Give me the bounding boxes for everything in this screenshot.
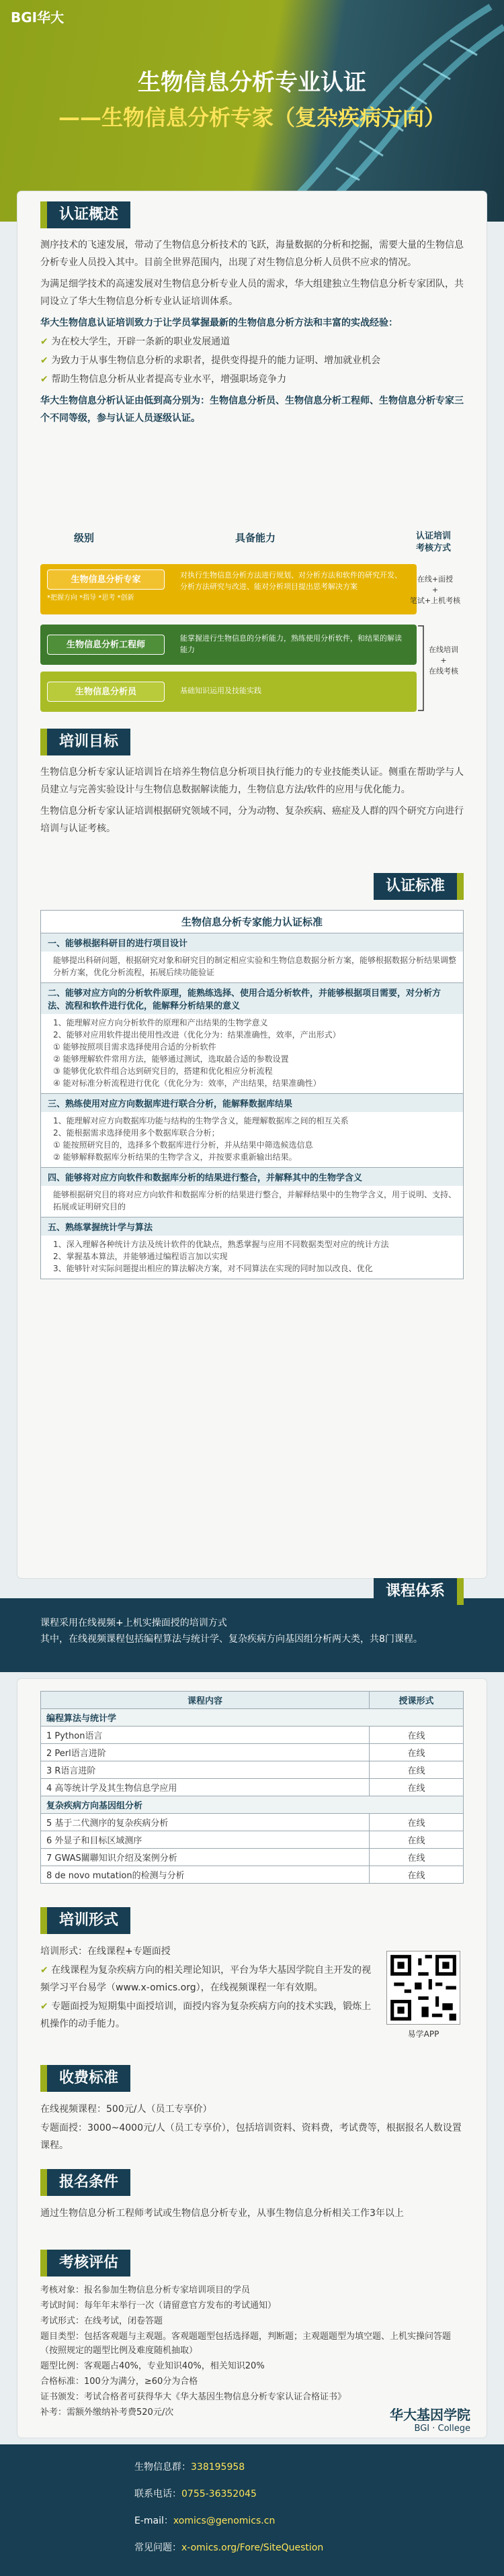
course-category-2: 复杂疾病方向基因组分析 bbox=[41, 1796, 464, 1814]
course-mode: 在线 bbox=[370, 1779, 464, 1796]
level-desc-expert: 对执行生物信息分析方法进行规划、对分析方法和软件的研究开发、分析方法研究与改进、能对分析项目提出思考解决方案 bbox=[180, 571, 402, 591]
section-heading-format: 培训形式 bbox=[40, 1907, 130, 1934]
col-header-ability: 具备能力 bbox=[235, 532, 276, 544]
overview-para-1: 测序技术的飞速发展，带动了生物信息分析技术的飞跃，海量数据的分析和挖掘，需要大量的生物信息分析专业人员投入其中。目前全世界范围内，出现了对生物信息分析人员供不应求的情况。 bbox=[40, 240, 464, 268]
course-system-intro bbox=[40, 1615, 464, 1647]
check-icon: ✔ bbox=[40, 355, 48, 366]
check-icon: ✔ bbox=[40, 2001, 48, 2012]
col-header-level: 级别 bbox=[74, 532, 95, 544]
course-mode: 在线 bbox=[370, 1831, 464, 1849]
level-name-analyst: 生物信息分析员 bbox=[47, 682, 165, 702]
th-mode: 授课形式 bbox=[370, 1692, 464, 1709]
section-heading-overview: 认证概述 bbox=[40, 201, 130, 228]
check-icon: ✔ bbox=[40, 336, 48, 347]
table-row bbox=[41, 1831, 464, 1849]
overview-para-3: 华大生物信息认证培训致力于让学员掌握最新的生物信息分析方法和丰富的实战经验： bbox=[40, 318, 398, 328]
course-name: 6 外显子和目标区域测序 bbox=[41, 1831, 370, 1849]
table-row bbox=[41, 1779, 464, 1796]
section-heading-goal: 培训目标 bbox=[40, 729, 130, 755]
exam-line: 考核对象：报名参加生物信息分析专家培训项目的学员 bbox=[40, 2285, 251, 2295]
footer-qq: 生物信息群：338195958 bbox=[134, 2462, 245, 2473]
level-row-analyst bbox=[40, 672, 417, 712]
level-desc-analyst: 基础知识运用及技能实践 bbox=[180, 686, 261, 695]
format-text bbox=[40, 1943, 376, 2034]
fee-line-2: 专题面授：3000~4000元/人（员工专享价），包括培训资料、资料费，考试费等，根据报名人数设置课程。 bbox=[40, 2123, 462, 2151]
standard-group-body: 能够根据研究目的将对应方向软件和数据库分析的结果进行整合，并解释结果中的生物学含义，用于说明、支持、拓展或证明研究目的 bbox=[53, 1190, 457, 1211]
bracket-connector bbox=[417, 625, 426, 712]
college-name: 华大基因学院 bbox=[390, 2407, 470, 2423]
standard-group-3 bbox=[41, 1094, 463, 1168]
course-name: 2 Perl语言进阶 bbox=[41, 1744, 370, 1761]
standard-group-body: 能够提出科研问题，根据研究对象和研究目的制定相应实验和生物信息数据分析方案，能够根据数据分析结果调整分析方案，优化分析流程，拓展后续功能验证 bbox=[53, 956, 457, 977]
goal-text bbox=[40, 764, 464, 839]
overview-bullet-3: ✔ 帮助生物信息分析从业者提高专业水平，增强职场竞争力 bbox=[40, 374, 287, 385]
col-header-exam: 认证培训 考核方式 bbox=[415, 531, 451, 553]
footer-email: E-mail：xomics@genomics.cn bbox=[134, 2516, 276, 2526]
exam-line: 考试时间：每年年末举行一次（请留意官方发布的考试通知） bbox=[40, 2301, 277, 2311]
standard-group-head: 三、熟练使用对应方向数据库进行联合分析，能解释数据库结果 bbox=[41, 1094, 463, 1112]
overview-bullet-1: ✔ 为在校大学生，开辟一条新的职业发展通道 bbox=[40, 336, 230, 347]
format-line-3: ✔ 专题面授为短期集中面授培训，面授内容为复杂疾病方向的技术实践，锻炼上机操作的动手能力。 bbox=[40, 2001, 372, 2029]
goal-para-2: 生物信息分析专家认证培训根据研究领域不同，分为动物、复杂疾病、癌症及人群的四个研究方向进行培训与认证考核。 bbox=[40, 806, 464, 834]
fee-line-1: 在线视频课程：500元/人（员工专享价） bbox=[40, 2104, 212, 2115]
certification-levels-diagram bbox=[40, 531, 464, 712]
table-row bbox=[41, 1727, 464, 1744]
overview-summary: 华大生物信息分析认证由低到高分别为：生物信息分析员、生物信息分析工程师、生物信息分析专家三个不同等级，参与认证人员逐级认证。 bbox=[40, 396, 464, 424]
course-mode: 在线 bbox=[370, 1744, 464, 1761]
course-mode: 在线 bbox=[370, 1849, 464, 1866]
hero-banner bbox=[0, 0, 504, 222]
level-name-expert: 生物信息分析专家 bbox=[47, 569, 165, 590]
section-heading-standard: 认证标准 bbox=[374, 873, 464, 900]
format-line-1: 培训形式：在线课程+专题面授 bbox=[40, 1946, 171, 1957]
footer-email-link[interactable]: xomics@genomics.cn bbox=[173, 2516, 276, 2526]
brand-logo: BGI华大 bbox=[11, 9, 65, 26]
footer-phone: 联系电话：0755-36352045 bbox=[134, 2489, 257, 2499]
system-intro-1: 课程采用在线视频+上机实操面授的培训方式 bbox=[40, 1618, 227, 1628]
table-header-row bbox=[41, 1692, 464, 1709]
standard-group-body: 1、能理解对应方向分析软件的原理和产出结果的生物学意义 2、能够对应用软件提出使用性改进（优化分为：结果准确性，效率，产出形式） ① 能够按照项目需求选择使用合适的分析软件 ② 能够理解软件常用方法，能够通过测试，选取最合适的参数设置 ③ 能够优化软件组合达到研究目的，搭建和优化相应分析流程 ④ 能对标准分析流程进行优化（优化分为：效率，产出结果，结果准确性） bbox=[53, 1018, 341, 1088]
exam-method-top: 在线+面授 + 笔试+上机考核 bbox=[409, 575, 461, 605]
section-heading-fee: 收费标准 bbox=[40, 2065, 130, 2092]
table-row bbox=[41, 1866, 464, 1884]
course-name: 1 Python语言 bbox=[41, 1727, 370, 1744]
overview-para-2: 为满足细学技术的高速发展对生物信息分析专业人员的需求，华大组建独立生物信息分析专家团队，共同设立了华大生物信息分析专业认证培训体系。 bbox=[40, 279, 464, 307]
course-name: 8 de novo mutation的检测与分析 bbox=[41, 1866, 370, 1884]
standard-group-body: 1、能理解对应方向数据库功能与结构的生物学含义，能理解数据库之间的相互关系 2、能根据需求选择使用多个数据库联合分析； ① 能按照研究目的，选择多个数据库进行分析，并从结果中筛选候选信息 ② 能够解释数据库分析结果的生物学含义，并按要求重新输出结果。 bbox=[53, 1116, 349, 1162]
course-mode: 在线 bbox=[370, 1866, 464, 1884]
standard-title: 生物信息分析专家能力认证标准 bbox=[41, 911, 463, 933]
section-heading-exam: 考核评估 bbox=[40, 2250, 130, 2276]
course-name: 5 基于二代测序的复杂疾病分析 bbox=[41, 1814, 370, 1831]
standard-group-1 bbox=[41, 933, 463, 983]
exam-line: 题型比例：客观题占40%，专业知识40%，相关知识20% bbox=[40, 2361, 265, 2371]
certification-standard-box bbox=[40, 910, 464, 1279]
level-tags-expert: *把握方向 *指导 *思考 *创新 bbox=[47, 594, 134, 602]
overview-text bbox=[40, 236, 464, 428]
table-row-category bbox=[41, 1796, 464, 1814]
standard-group-5 bbox=[41, 1217, 463, 1279]
standard-group-4 bbox=[41, 1168, 463, 1217]
level-name-engineer: 生物信息分析工程师 bbox=[47, 635, 165, 655]
exam-line: 题目类型：包括客观题与主观题。客观题题型包括选择题，判断题；主观题题型为填空题、上机实操问答题（按照规定的题型比例及难度随机抽取） bbox=[40, 2332, 452, 2356]
table-row bbox=[41, 1849, 464, 1866]
check-icon: ✔ bbox=[40, 1965, 48, 1976]
footer-phone-value[interactable]: 0755-36352045 bbox=[181, 2489, 257, 2499]
standard-group-head: 五、熟练掌握统计学与算法 bbox=[41, 1217, 463, 1236]
table-row bbox=[41, 1761, 464, 1779]
course-name: 7 GWAS關聯知识介绍及案例分析 bbox=[41, 1849, 370, 1866]
section-heading-system: 课程体系 bbox=[374, 1578, 464, 1605]
table-row bbox=[41, 1814, 464, 1831]
system-intro-2: 其中，在线视频课程包括编程算法与统计学、复杂疾病方向基因组分析两大类，共8门课程。 bbox=[40, 1634, 423, 1645]
exam-line: 证书颁发：考试合格者可获得华大《华大基因生物信息分析专家认证合格证书》 bbox=[40, 2392, 347, 2402]
th-content: 课程内容 bbox=[41, 1692, 370, 1709]
standard-group-head: 二、能够对应方向的分析软件原理，能熟练选择、使用合适分析软件，并能够根据项目需要，对分析方法、流程和软件进行优化，能解释分析结果的意义 bbox=[41, 983, 463, 1014]
exam-line: 考试形式：在线考试，闭卷答题 bbox=[40, 2316, 163, 2326]
goal-para-1: 生物信息分析专家认证培训旨在培养生物信息分析项目执行能力的专业技能类认证。侧重在帮助学与人员建立与完善实验设计与生物信息数据解读能力，生物信息方法/软件的应用与优化能力。 bbox=[40, 767, 464, 795]
exam-text bbox=[40, 2283, 464, 2421]
course-mode: 在线 bbox=[370, 1727, 464, 1744]
fee-text bbox=[40, 2101, 464, 2156]
course-table bbox=[40, 1691, 464, 1884]
course-category-1: 编程算法与统计学 bbox=[41, 1709, 464, 1727]
footer-faq: 常见问题：x-omics.org/Fore/SiteQuestion bbox=[134, 2542, 324, 2553]
standard-group-body: 1、深入理解各种统计方法及统计软件的优缺点，熟悉掌握与应用不同数据类型对应的统计方法 2、掌握基本算法，并能够通过编程语言加以实现 3、能够针对实际问题提出相应的算法解决方案，对不同算法在实现的同时加以改良、优化 bbox=[53, 1240, 389, 1273]
overview-bullet-2: ✔ 为致力于从事生物信息分析的求职者，提供变得提升的能力证明、增加就业机会 bbox=[40, 355, 381, 366]
page-title: 生物信息分析专业认证 bbox=[138, 69, 366, 96]
qr-code-icon[interactable] bbox=[386, 1951, 460, 2025]
footer-contact bbox=[0, 2444, 504, 2576]
footer-faq-link[interactable]: x-omics.org/Fore/SiteQuestion bbox=[181, 2542, 324, 2553]
standard-group-2 bbox=[41, 983, 463, 1094]
qr-code-label: 易学APP bbox=[407, 2029, 439, 2039]
standard-group-head: 四、能够将对应方向软件和数据库分析的结果进行整合，并解释其中的生物学含义 bbox=[41, 1168, 463, 1186]
exam-line: 补考：需额外缴纳补考费520元/次 bbox=[40, 2407, 174, 2418]
course-mode: 在线 bbox=[370, 1761, 464, 1779]
requirement-text bbox=[40, 2205, 464, 2223]
section-heading-requirement: 报名条件 bbox=[40, 2169, 130, 2196]
level-row-engineer bbox=[40, 625, 417, 665]
table-row-category bbox=[41, 1709, 464, 1727]
requirement-line-1: 通过生物信息分析工程师考试或生物信息分析专业，从事生物信息分析相关工作3年以上 bbox=[40, 2208, 404, 2219]
level-row-expert bbox=[40, 564, 417, 614]
exam-method-mid: 在线培训 + 在线考核 bbox=[429, 645, 458, 676]
course-name: 3 R语言进阶 bbox=[41, 1761, 370, 1779]
course-mode: 在线 bbox=[370, 1814, 464, 1831]
college-logo bbox=[390, 2404, 470, 2434]
level-desc-engineer: 能掌握进行生物信息的分析能力，熟练使用分析软件，和结果的解读能力 bbox=[180, 634, 402, 654]
standard-group-head: 一、能够根据科研目的进行项目设计 bbox=[41, 933, 463, 952]
footer-qq-value[interactable]: 338195958 bbox=[191, 2462, 245, 2473]
exam-line: 合格标准：100分为满分，≥60分为合格 bbox=[40, 2377, 198, 2387]
format-line-2: ✔ 在线课程为复杂疾病方向的相关理论知识，平台为华大基因学院自主开发的视频学习平台易学（www.x-omics.org），在线视频课程一年有效期。 bbox=[40, 1965, 372, 1993]
check-icon: ✔ bbox=[40, 374, 48, 385]
course-name: 4 高等统计学及其生物信息学应用 bbox=[41, 1779, 370, 1796]
page-subtitle: ——生物信息分析专家（复杂疾病方向） bbox=[58, 105, 446, 130]
table-row bbox=[41, 1744, 464, 1761]
college-sub: BGI · College bbox=[414, 2424, 470, 2434]
